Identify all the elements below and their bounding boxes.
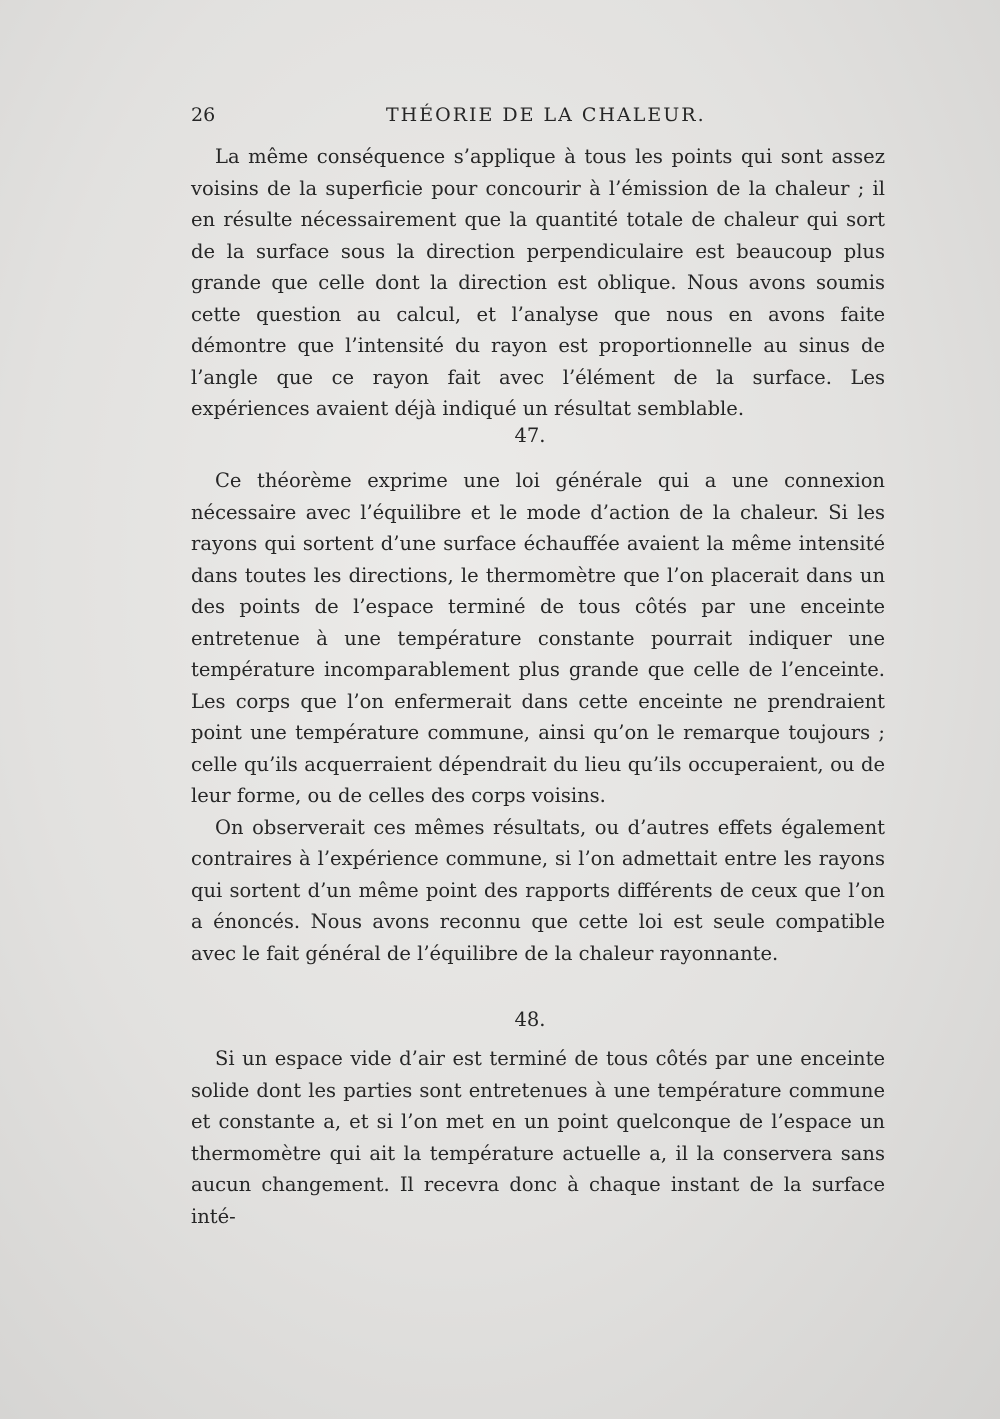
page-number: 26 [191,104,216,126]
text-block-opening [191,141,885,425]
running-title: THÉORIE DE LA CHALEUR. [386,104,706,126]
paragraph-2: Ce théorème exprime une loi générale qui a une connexion nécessaire avec l’équilibre et le mode d’action de la chaleur. Si les rayons qui sortent d’une surface échauffée avaient la même intensité dans toutes les directions, le thermomètre que l’on placerait dans un des points de l’espace terminé de tous côtés par une enceinte entretenue à une température constante pourrait indiquer une température incomparablement plus grande que celle de l’enceinte. Les corps que l’on enfermerait dans cette enceinte ne prendraient point une température commune, ainsi qu’on le remarque toujours ; celle qu’ils acquerraient dépendrait du lieu qu’ils occuperaient, ou de leur forme, ou de celles des corps voisins. [191,469,885,807]
paragraph-1: La même conséquence s’applique à tous les points qui sont assez voisins de la superficie pour concourir à l’émission de la chaleur ; il en résulte nécessairement que la quantité totale de chaleur qui sort de la surface sous la direction perpendiculaire est beaucoup plus grande que celle dont la direction est oblique. Nous avons soumis cette question au calcul, et l’analyse que nous en avons faite démontre que l’intensité du rayon est proportionnelle au sinus de l’angle que ce rayon fait avec l’élément de la surface. Les expériences avaient déjà indiqué un résultat semblable. [191,145,885,420]
running-head [191,104,885,132]
paragraph-3: On observerait ces mêmes résultats, ou d’autres effets également contraires à l’expérience commune, si l’on admettait entre les rayons qui sortent d’un même point des rapports différents de ceux que l’on a énoncés. Nous avons reconnu que cette loi est seule compatible avec le fait général de l’équilibre de la chaleur rayonnante. [191,815,885,965]
text-block-section-48 [191,1043,885,1232]
text-block-section-47 [191,465,885,969]
section-number-47: 47. [514,424,546,447]
section-number-48: 48. [514,1008,546,1031]
paragraph-4: Si un espace vide d’air est terminé de tous côtés par une enceinte solide dont les parties sont entretenues à une température commune et constante a, et si l’on met en un point quelconque de l’espace un thermomètre qui ait la température actuelle a, il la conservera sans aucun changement. Il recevra donc à chaque instant de la surface inté- [191,1047,885,1228]
